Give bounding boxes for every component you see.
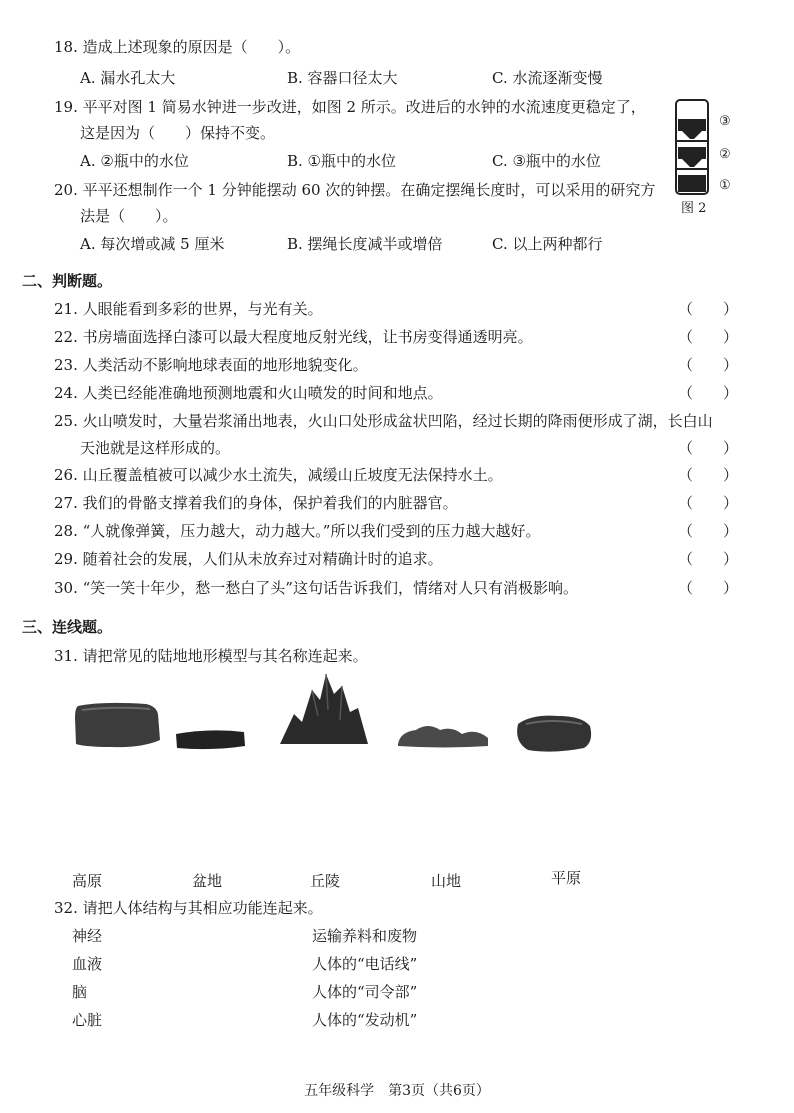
answer-blank-28[interactable]: （ ） [678, 522, 739, 540]
question-number: 25. [54, 412, 78, 430]
landform-model-plateau [72, 700, 162, 752]
question-number: 23. [54, 356, 78, 374]
landform-name-4: 山地 [431, 872, 462, 890]
question-stem: 平平还想制作一个 1 分钟能摆动 60 次的钟摆。在确定摆绳长度时，可以采用的研究方 [82, 181, 656, 199]
question-20 [54, 180, 655, 200]
question-text: 人类已经能准确地预测地震和火山喷发的时间和地点。 [82, 384, 443, 402]
question-22 [54, 327, 533, 347]
landform-model-plain [512, 712, 596, 754]
function-2: 人体的“电话线” [312, 955, 418, 973]
question-29 [54, 549, 443, 569]
body-part-3: 脑 [72, 983, 88, 1001]
question-31 [54, 646, 368, 666]
question-19 [54, 97, 646, 117]
question-20-stem-continued: 法是（ ）。 [80, 207, 178, 225]
question-text: 我们的骨骼支撑着我们的身体，保护着我们的内脏器官。 [82, 494, 458, 512]
question-text: 山丘覆盖植被可以减少水土流失，减缓山丘坡度无法保持水土。 [82, 466, 503, 484]
option-19a: A. ②瓶中的水位 [80, 152, 189, 170]
function-3: 人体的“司令部” [312, 983, 418, 1001]
question-30 [54, 578, 578, 598]
section-3-title: 三、连线题。 [22, 618, 113, 636]
option-19b: B. ①瓶中的水位 [287, 152, 397, 170]
question-number: 32. [54, 899, 78, 917]
function-1: 运输养料和废物 [312, 927, 418, 945]
answer-blank-21[interactable]: （ ） [678, 300, 739, 318]
question-number: 20. [54, 181, 78, 199]
question-text: 火山喷发时，大量岩浆涌出地表，火山口处形成盆状凹陷，经过长期的降雨便形成了湖，长白山 [82, 412, 713, 430]
question-stem: 平平对图 1 简易水钟进一步改进，如图 2 所示。改进后的水钟的水流速度更稳定了， [82, 98, 646, 116]
question-23 [54, 355, 368, 375]
function-4: 人体的“发动机” [312, 1011, 418, 1029]
question-text: 人眼能看到多彩的世界，与光有关。 [82, 300, 323, 318]
question-text: 人类活动不影响地球表面的地形地貌变化。 [82, 356, 368, 374]
question-text: 请把人体结构与其相应功能连起来。 [82, 899, 323, 917]
question-text: “人就像弹簧，压力越大，动力越大。”所以我们受到的压力越大越好。 [82, 522, 541, 540]
marker-3: ③ [719, 114, 731, 129]
option-19c: C. ③瓶中的水位 [492, 152, 601, 170]
question-text: 书房墙面选择白漆可以最大程度地反射光线，让书房变得通透明亮。 [82, 328, 533, 346]
question-number: 30. [54, 579, 78, 597]
landform-model-basin [172, 726, 248, 752]
answer-blank-23[interactable]: （ ） [678, 356, 739, 374]
question-24 [54, 383, 443, 403]
question-26 [54, 465, 503, 485]
question-number: 19. [54, 98, 78, 116]
question-number: 24. [54, 384, 78, 402]
answer-blank-24[interactable]: （ ） [678, 384, 739, 402]
question-number: 18. [54, 38, 78, 56]
answer-blank-22[interactable]: （ ） [678, 328, 739, 346]
question-21 [54, 299, 323, 319]
body-part-1: 神经 [72, 927, 103, 945]
landform-name-3: 丘陵 [310, 872, 341, 890]
question-number: 27. [54, 494, 78, 512]
question-text: 随着社会的发展，人们从未放弃过对精确计时的追求。 [82, 550, 443, 568]
page-footer: 五年级科学 第3页（共6页） [304, 1083, 490, 1099]
option-20a: A. 每次增或减 5 厘米 [80, 235, 225, 253]
landform-model-mountain [278, 670, 370, 746]
section-2-title: 二、判断题。 [22, 272, 113, 290]
question-stem: 造成上述现象的原因是（ ）。 [82, 38, 301, 56]
question-25-continued: 天池就是这样形成的。 [80, 439, 231, 457]
option-18b: B. 容器口径太大 [287, 69, 398, 87]
answer-blank-25[interactable]: （ ） [678, 439, 739, 457]
question-28 [54, 521, 540, 541]
landform-name-1: 高原 [72, 872, 103, 890]
body-part-4: 心脏 [72, 1011, 103, 1029]
answer-blank-29[interactable]: （ ） [678, 550, 739, 568]
landform-name-5: 平原 [551, 869, 582, 887]
marker-2: ② [719, 147, 731, 162]
option-18a: A. 漏水孔太大 [80, 69, 176, 87]
figure-caption: 图 2 [681, 201, 707, 216]
marker-1: ① [719, 178, 731, 193]
question-25 [54, 411, 713, 431]
question-number: 26. [54, 466, 78, 484]
question-number: 29. [54, 550, 78, 568]
question-number: 21. [54, 300, 78, 318]
answer-blank-30[interactable]: （ ） [678, 579, 739, 597]
question-32 [54, 898, 323, 918]
answer-blank-27[interactable]: （ ） [678, 494, 739, 512]
option-20b: B. 摆绳长度减半或增倍 [287, 235, 443, 253]
answer-blank-26[interactable]: （ ） [678, 466, 739, 484]
question-number: 31. [54, 647, 78, 665]
question-19-stem-continued: 这是因为（ ）保持不变。 [80, 124, 276, 142]
water-clock-figure [670, 97, 720, 199]
question-18 [54, 37, 300, 57]
option-18c: C. 水流逐渐变慢 [492, 69, 603, 87]
question-text: 请把常见的陆地地形模型与其名称连起来。 [82, 647, 368, 665]
question-number: 22. [54, 328, 78, 346]
landform-name-2: 盆地 [192, 872, 223, 890]
option-20c: C. 以上两种都行 [492, 235, 603, 253]
question-text: “笑一笑十年少，愁一愁白了头”这句话告诉我们，情绪对人只有消极影响。 [82, 579, 578, 597]
landform-model-hill [394, 718, 492, 750]
body-part-2: 血液 [72, 955, 103, 973]
question-27 [54, 493, 458, 513]
question-number: 28. [54, 522, 78, 540]
